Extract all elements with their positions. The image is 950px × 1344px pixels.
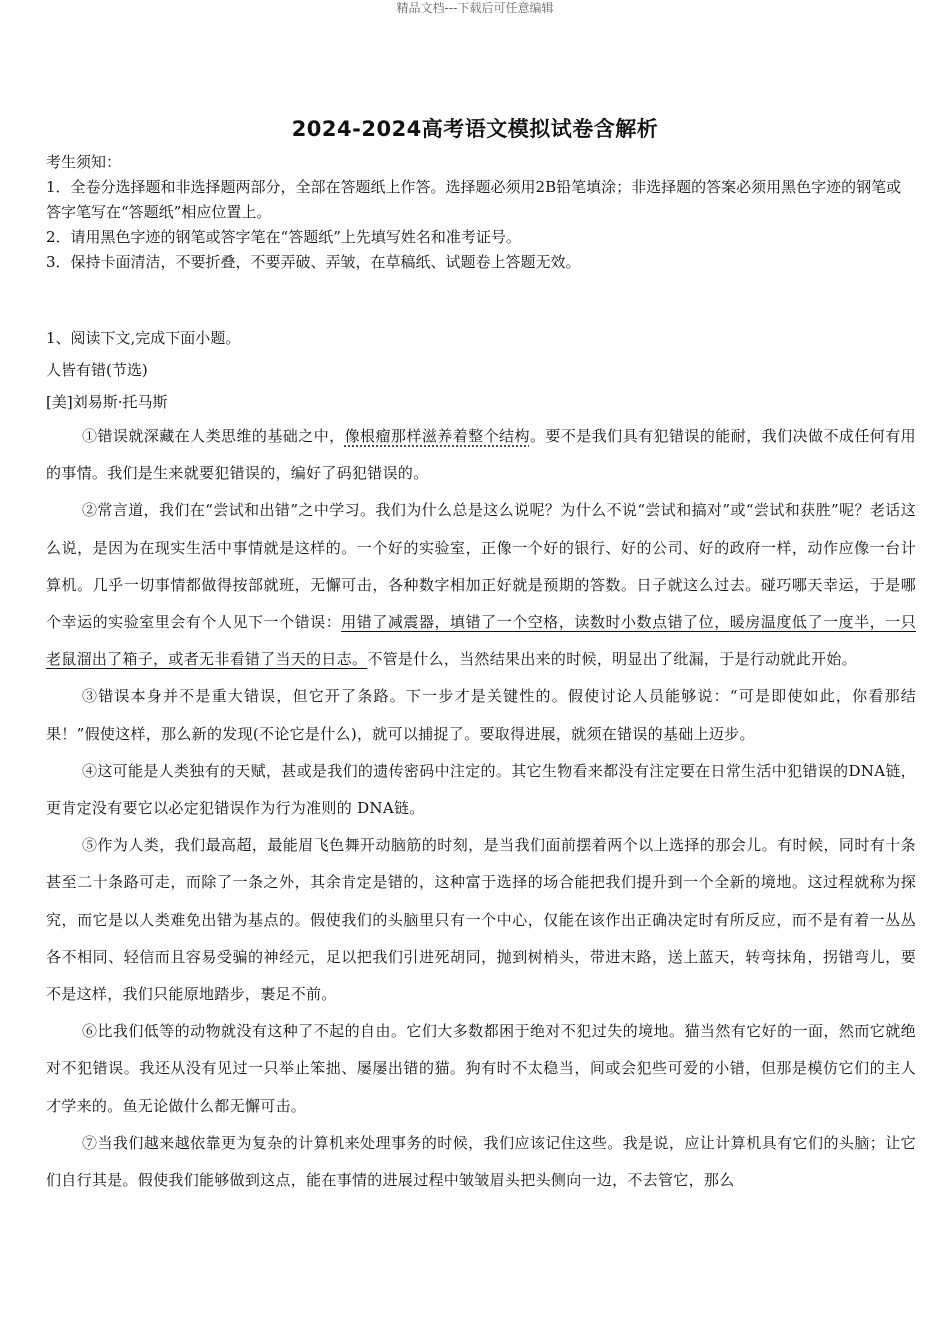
essay-author: [美]刘易斯·托马斯 [46,393,168,411]
paragraph-3: ③错误本身并不是重大错误，但它开了条路。下一步才是关键性的。假使讨论人员能够说：“可是即使如此，你看那结果！”假使这样，那么新的发现(不论它是什么)，就可以捕捉了。要取得进展，就须在错误的基础上迈步。 [46,687,916,743]
exam-notice [46,150,916,275]
paragraph-4: ④这可能是人类独有的天赋，甚或是我们的遗传密码中注定的。其它生物看来都没有注定要在日常生活中犯错误的DNA链，更肯定没有要它以必定犯错误作为行为准则的 DNA链。 [46,761,916,818]
essay-title: 人皆有错(节选) [46,361,148,379]
paragraph-2-text-b: 不管是什么，当然结果出来的时候，明显出了纰漏，于是行动就此开始。 [367,650,857,669]
paragraph-5: ⑤作为人类，我们最高超，最能眉飞色舞开动脑筋的时刻，是当我们面前摆着两个以上选择的那会儿。有时候，同时有十条甚至二十条路可走，而除了一条之外，其余肯定是错的，这种富于选择的场合能把我们提升到一个全新的境地。这过程就称为探究，而它是以人类难免出错为基点的。假使我们的头脑里只有一个中心，仅能在该作出正确决定时有所反应，而不是有着一丛丛各不相同、轻信而且容易受骗的神经元，足以把我们引进死胡同，抛到树梢头，带进末路，送上蓝天，转弯抹角，拐错弯儿，要不是这样，我们只能原地踏步，裹足不前。 [46,836,916,1004]
page-header-watermark: 精品文档---下载后可任意编辑 [396,1,554,15]
paragraph-2-text-a: ②常言道，我们在“尝试和出错”之中学习。我们为什么总是这么说呢？为什么不说“尝试和搞对”或“尝试和获胜”呢？老话这么说，是因为在现实生活中事情就是这样的。一个好的实验室，正像一个好的银行、好的公司、好的政府一样，动作应像一台计算机。几乎一切事情都做得按部就班，无懈可击，各种数字相加正好就是预期的答数。日子就这么过去。碰巧哪天幸运，于是哪个幸运的实验室里会有个人见下一个错误： [46,501,916,632]
paragraph-1-text-a: ①错误就深藏在人类思维的基础之中， [82,427,345,445]
notice-item: 2．请用黑色字迹的钢笔或答字笔在“答题纸”上先填写姓名和准考证号。 [46,228,521,246]
notice-item: 3．保持卡面清洁，不要折叠，不要弄破、弄皱，在草稿纸、试题卷上答题无效。 [46,253,581,271]
document-title: 2024-2024高考语文模拟试卷含解析 [291,117,659,141]
paragraph-6: ⑥比我们低等的动物就没有这种了不起的自由。它们大多数都困于绝对不犯过失的境地。猫当然有它好的一面，然而它就绝对不犯错误。我还从没有见过一只举止笨拙、屡屡出错的猫。狗有时不太稳当，间或会犯些可爱的小错，但那是模仿它们的主人才学来的。鱼无论做什么都无懈可击。 [46,1022,916,1115]
paragraph-2 [46,492,916,678]
paragraph-1-emphasis: 像根瘤那样滋养着整个结构 [344,427,530,445]
paragraph-1 [46,418,916,492]
notice-item: 1．全卷分选择题和非选择题两部分，全部在答题纸上作答。选择题必须用2B铅笔填涂；非选择题的答案必须用黑色字迹的钢笔或答字笔写在“答题纸”相应位置上。 [46,178,902,221]
paragraph-7: ⑦当我们越来越依靠更为复杂的计算机来处理事务的时候，我们应该记住这些。我是说，应让计算机具有它们的头脑；让它们自行其是。假使我们能够做到这点，能在事情的进展过程中皱皱眉头把头侧向一边，不去管它，那么 [46,1133,916,1190]
paragraph-1-text-b: 。要不是我们具有犯错误的能耐，我们决做不成任何有用的事情。我们是生来就要犯错误的，编好了码犯错误的。 [46,427,916,483]
paragraph-2-underlined: 用错了减震器，填错了一个空格，读数时小数点错了位，暖房温度低了一度半，一只老鼠溜出了箱子，或者无非看错了当天的日志。 [46,613,917,669]
notice-heading: 考生须知： [46,153,122,171]
reading-passage [46,322,916,1199]
question-prompt: 1、阅读下文,完成下面小题。 [46,329,241,347]
